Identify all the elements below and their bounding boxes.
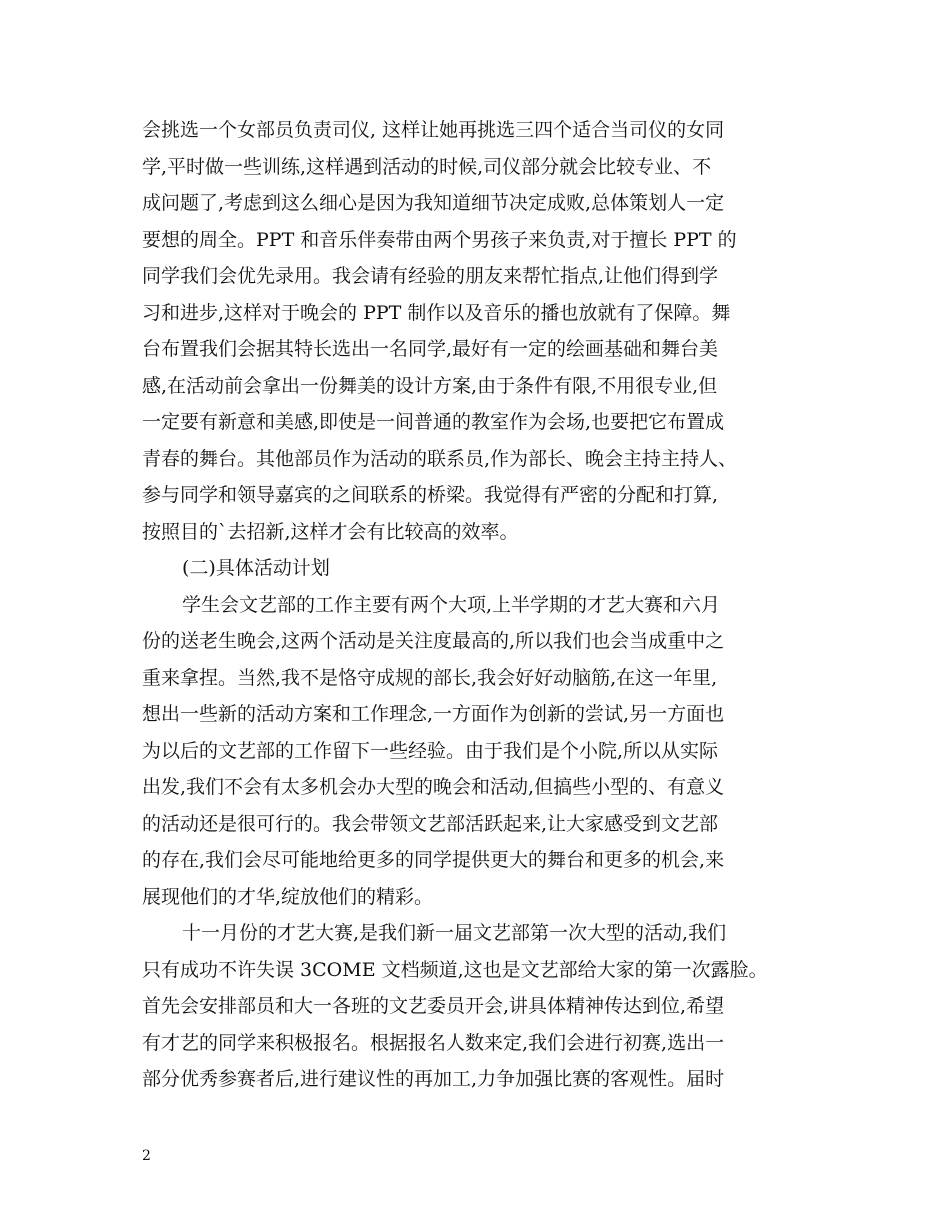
text-line: 重来拿捏。当然,我不是恪守成规的部长,我会好好动脑筋,在这一年里, (142, 666, 718, 689)
text-line: 习和进步,这样对于晚会的 PPT 制作以及音乐的播也放就有了保障。舞 (142, 301, 731, 324)
text-line: 有才艺的同学来积极报名。根据报名人数来定,我们会进行初赛,选出一 (142, 1031, 725, 1054)
text-line: 为以后的文艺部的工作留下一些经验。由于我们是个小院,所以从实际 (142, 739, 719, 762)
text-line: 参与同学和领导嘉宾的之间联系的桥梁。我觉得有严密的分配和打算, (142, 484, 719, 506)
text-line: 会挑选一个女部员负责司仪, 这样让她再挑选三四个适合当司仪的女同 (142, 119, 725, 141)
document-body (142, 112, 817, 1098)
text-line: 感,在活动前会拿出一份舞美的设计方案,由于条件有限,不用很专业,但 (142, 374, 718, 397)
text-line: 按照目的`去招新,这样才会有比较高的效率。 (142, 520, 519, 543)
text-line: 首先会安排部员和大一各班的文艺委员开会,讲具体精神传达到位,希望 (142, 995, 725, 1017)
text-line: 一定要有新意和美感,即使是一间普通的教室作为会场,也要把它布置成 (142, 411, 725, 433)
page-number: 2 (142, 1148, 151, 1164)
text-line: 展现他们的才华,绽放他们的精彩。 (142, 885, 434, 908)
text-line: 成问题了,考虑到这么细心是因为我知道细节决定成败,总体策划人一定 (142, 192, 725, 214)
text-line: 青春的舞台。其他部员作为活动的联系员,作为部长、晚会主持主持人、 (142, 447, 738, 470)
text-line: 只有成功不许失误 3COME 文档频道,这也是文艺部给大家的第一次露脸。 (142, 958, 768, 981)
text-line: 份的送老生晚会,这两个活动是关注度最高的,所以我们也会当成重中之 (142, 630, 725, 652)
text-line: 出发,我们不会有太多机会办大型的晚会和活动,但搞些小型的、有意义 (142, 776, 725, 798)
text-line: 想出一些新的活动方案和工作理念,一方面作为创新的尝试,另一方面也 (142, 703, 725, 725)
text-line: 的活动还是很可行的。我会带领文艺部活跃起来,让大家感受到文艺部 (142, 812, 719, 835)
text-line: 部分优秀参赛者后,进行建议性的再加工,力争加强比赛的客观性。届时 (142, 1068, 725, 1090)
text-line: 的存在,我们会尽可能地给更多的同学提供更大的舞台和更多的机会,来 (142, 849, 725, 871)
text-line: 台布置我们会据其特长选出一名同学,最好有一定的绘画基础和舞台美 (142, 338, 719, 360)
text-line: 十一月份的才艺大赛,是我们新一届文艺部第一次大型的活动,我们 (182, 922, 727, 944)
text-line: 同学我们会优先录用。我会请有经验的朋友来帮忙指点,让他们得到学 (142, 265, 719, 287)
text-line: 学,平时做一些训练,这样遇到活动的时候,司仪部分就会比较专业、不 (142, 155, 712, 178)
text-line: 要想的周全。PPT 和音乐伴奏带由两个男孩子来负责,对于擅长 PPT 的 (142, 228, 737, 251)
section-heading: (二)具体活动计划 (182, 557, 330, 579)
text-line: 学生会文艺部的工作主要有两个大项,上半学期的才艺大赛和六月 (182, 593, 721, 616)
